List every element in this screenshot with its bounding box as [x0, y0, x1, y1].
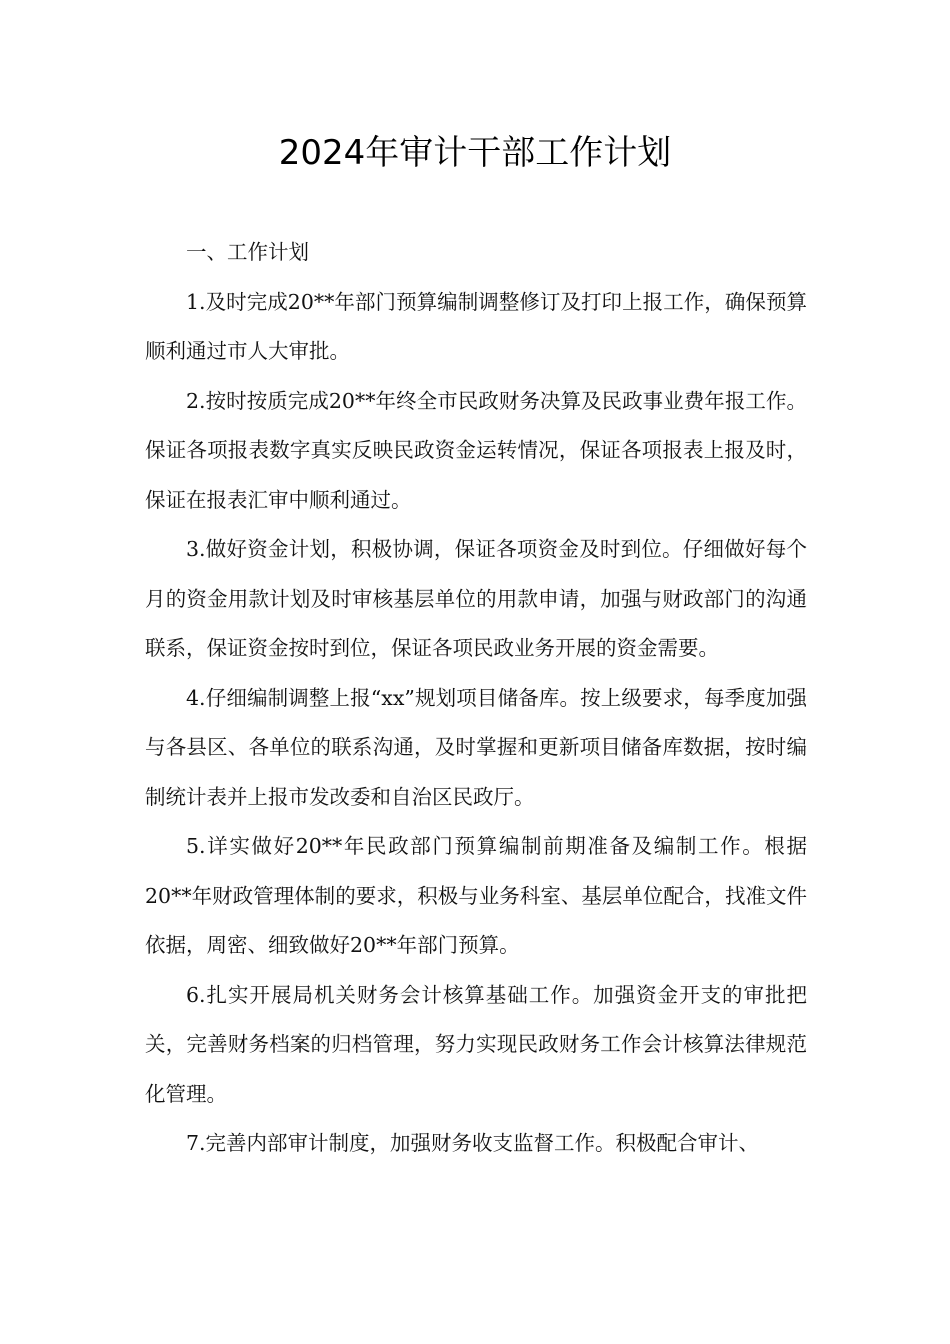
paragraph-3: 3.做好资金计划，积极协调，保证各项资金及时到位。仔细做好每个月的资金用款计划及时审核基层单位的用款申请，加强与财政部门的沟通联系，保证资金按时到位，保证各项民政业务开展的资金需要。: [145, 537, 807, 660]
paragraph-4: 4.仔细编制调整上报“xx”规划项目储备库。按上级要求，每季度加强与各县区、各单位的联系沟通，及时掌握和更新项目储备库数据，按时编制统计表并上报市发改委和自治区民政厅。: [145, 685, 807, 809]
paragraph-7: 7.完善内部审计制度，加强财务收支监督工作。积极配合审计、: [186, 1131, 760, 1155]
document-body: [145, 228, 807, 1169]
document-title: 2024年审计干部工作计划: [278, 133, 672, 173]
paragraph-6: 6.扎实开展局机关财务会计核算基础工作。加强资金开支的审批把关，完善财务档案的归档管理，努力实现民政财务工作会计核算法律规范化管理。: [145, 982, 807, 1106]
paragraph-2: 2.按时按质完成20**年终全市民政财务决算及民政事业费年报工作。保证各项报表数字真实反映民政资金运转情况，保证各项报表上报及时，保证在报表汇审中顺利通过。: [145, 388, 807, 512]
section-heading: 一、工作计划: [186, 240, 309, 264]
paragraph-1: 1.及时完成20**年部门预算编制调整修订及打印上报工作，确保预算顺利通过市人大审批。: [145, 289, 807, 363]
paragraph-5: 5.详实做好20**年民政部门预算编制前期准备及编制工作。根据20**年财政管理体制的要求，积极与业务科室、基层单位配合，找准文件依据，周密、细致做好20**年部门预算。: [145, 834, 807, 957]
